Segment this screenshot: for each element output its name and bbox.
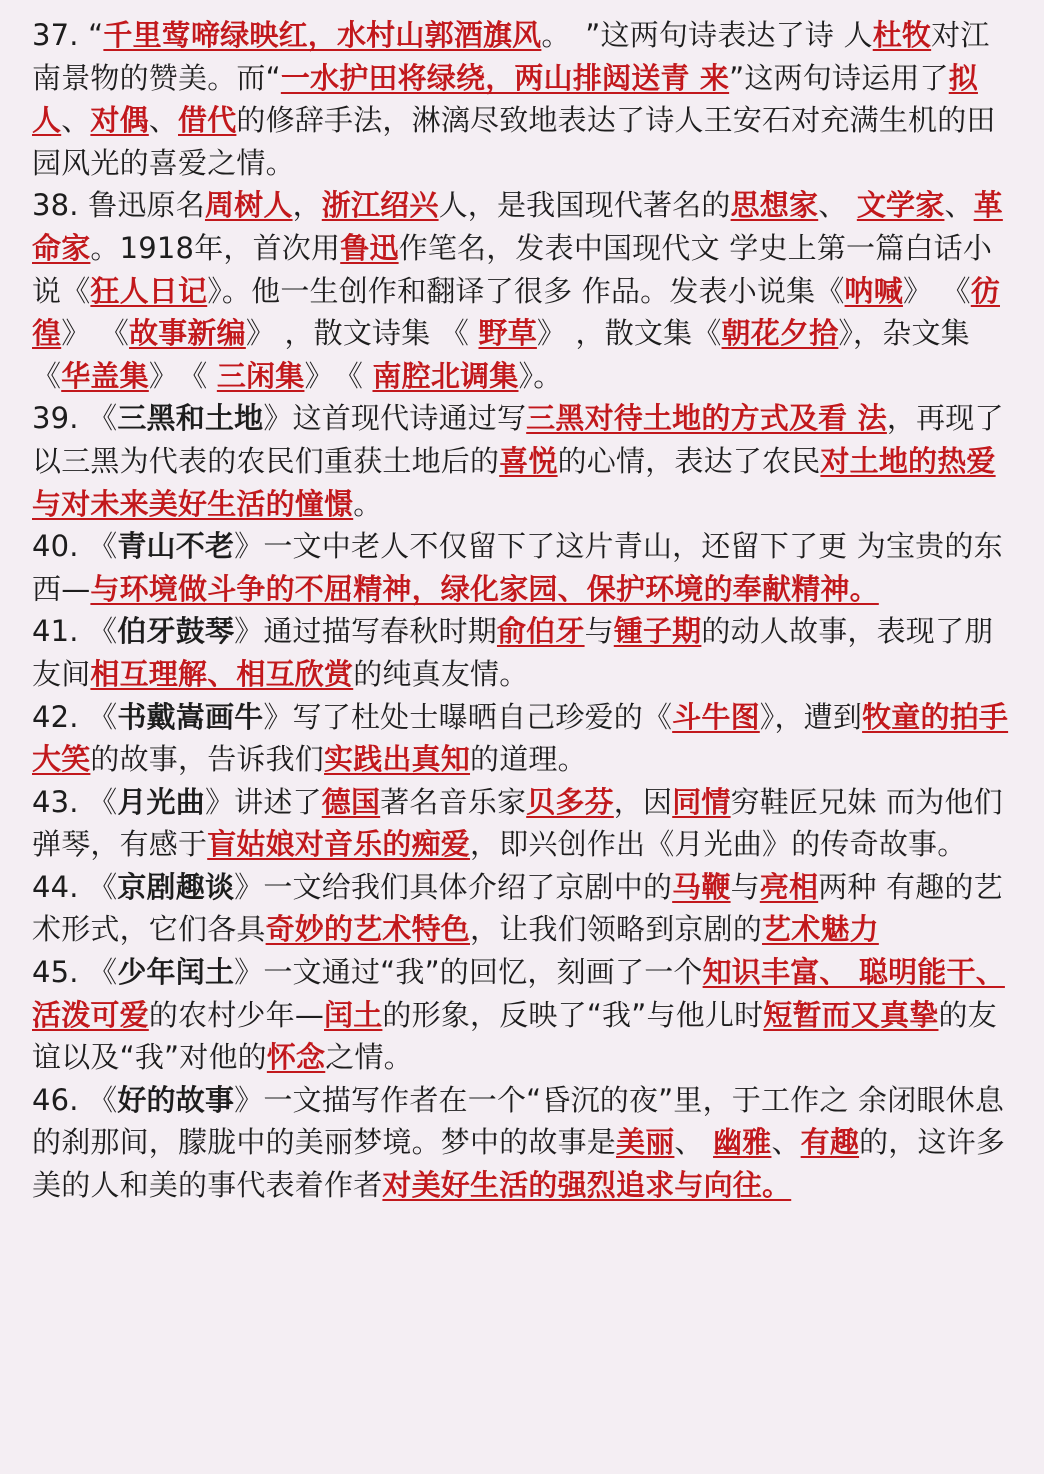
body-text: 》，遭到 <box>759 699 863 734</box>
answer-text: 彷徨 <box>32 273 1000 351</box>
note-item <box>32 781 1016 866</box>
note-item <box>32 696 1016 781</box>
answer-text: 斗牛图 <box>672 699 760 734</box>
body-text: 作笔名，发表中国现代文 学史上第一篇白话小说《 <box>32 230 993 308</box>
body-text: ”这两句诗运用了 <box>729 60 949 95</box>
body-text: 。1918年，首次用 <box>90 230 341 265</box>
note-item <box>32 1079 1016 1207</box>
answer-text: 盲姑娘对音乐的痴爱 <box>207 827 471 862</box>
answer-text: 亮相 <box>759 869 819 904</box>
body-text: 、 <box>771 1125 801 1160</box>
work-title: 少年闰土 <box>117 955 235 990</box>
answer-text: 锺子期 <box>613 614 702 649</box>
answer-text: 故事新编 <box>129 316 246 351</box>
body-text: 44. 《 <box>32 869 118 904</box>
answer-text: 朝花夕拾 <box>721 316 839 351</box>
answer-text: 浙江绍兴 <box>321 188 439 223</box>
note-item <box>32 610 1016 695</box>
body-text: 与 <box>584 614 614 649</box>
note-item <box>32 14 1016 184</box>
answer-text: 德国 <box>321 784 381 819</box>
answer-text: 俞伯牙 <box>496 614 585 649</box>
answer-text: 怀念 <box>266 1040 326 1075</box>
answer-text: 有趣 <box>800 1125 860 1160</box>
body-text: 》。他一生创作和翻译了很多 作品。发表小说集《 <box>207 273 845 308</box>
body-text: 的纯真友情。 <box>353 656 529 691</box>
work-title: 京剧趣谈 <box>117 869 235 904</box>
answer-text: 短暂而又真挚 <box>763 997 939 1032</box>
body-text: 》，杂文集《 <box>32 316 970 393</box>
body-text: 》一文通过“我”的回忆，刻画了一个 <box>234 955 703 990</box>
body-text: ，再现了以三黑为代表的农民们重获土地后的 <box>32 401 1004 478</box>
answer-text: 马鞭 <box>672 869 731 904</box>
body-text: ，即兴创作出《月光曲》的传奇故事。 <box>470 827 967 862</box>
body-text: 的友谊以及“我”对他的 <box>32 997 997 1075</box>
body-text: 的道理。 <box>470 742 587 777</box>
body-text: 的故事，告诉我们 <box>90 742 325 777</box>
answer-text: 对土地的热爱与对未来美好生活的憧憬 <box>32 443 996 521</box>
body-text: 、 <box>818 188 857 223</box>
answer-text: 闰土 <box>324 997 383 1032</box>
answer-text: 杜牧 <box>872 18 932 52</box>
body-text: 著名音乐家 <box>380 784 527 819</box>
body-text: 、 <box>61 103 91 138</box>
body-text: 的修辞手法，淋漓尽致地表达了诗人王安石对充满生机的田园风光的喜爱之情。 <box>32 103 996 180</box>
body-text: 39. 《 <box>32 401 118 436</box>
answer-text: 借代 <box>178 103 237 138</box>
body-text: 对江南景物的赞美。而“ <box>32 18 990 95</box>
body-text: 》讲述了 <box>204 784 322 819</box>
body-text: 45. 《 <box>32 955 118 990</box>
body-text: 41. 《 <box>32 614 118 649</box>
note-item <box>32 397 1016 525</box>
answer-text: 实践出真知 <box>324 742 471 777</box>
answer-text: 狂人日记 <box>90 273 208 308</box>
body-text: 40. 《 <box>32 529 118 564</box>
answer-text: 与环境做斗争的不屈精神，绿化家园、保护环境的奉献精神。 <box>90 571 879 606</box>
note-item <box>32 866 1016 951</box>
body-text: ，因 <box>613 784 673 819</box>
body-text: 的农村少年— <box>148 997 325 1032</box>
note-item <box>32 951 1016 1079</box>
answer-text: 幽雅 <box>713 1125 772 1160</box>
answer-text: 同情 <box>672 784 731 819</box>
body-text: ，让我们领略到京剧的 <box>470 912 763 947</box>
answer-text: 呐喊 <box>844 273 903 308</box>
body-text: 》通过描写春秋时期 <box>234 614 497 649</box>
body-text: 》 ，散文集《 <box>536 316 722 351</box>
body-text: 之情。 <box>325 1040 413 1075</box>
body-text: 的，这许多美的人和美的事代表着作者 <box>32 1125 1006 1203</box>
work-title: 好的故事 <box>117 1082 235 1117</box>
answer-text: 对偶 <box>90 103 149 138</box>
answer-text: 知识丰富、 聪明能干、活泼可爱 <box>32 955 1005 1032</box>
body-text: 》一文中老人不仅留下了这片青山，还留下了更 为宝贵的东西— <box>32 529 1003 606</box>
body-text: 、 <box>674 1125 714 1160</box>
body-text: 37. “ <box>32 18 104 52</box>
body-text: 与 <box>730 869 760 904</box>
body-text: 穷鞋匠兄妹 而为他们弹琴，有感于 <box>32 784 1003 862</box>
answer-text: 华盖集 <box>61 358 149 393</box>
body-text: 。 <box>353 486 383 521</box>
answer-text: 拟人 <box>32 60 978 138</box>
answer-text: 周树人 <box>204 188 293 223</box>
answer-text: 文学家 <box>856 188 945 223</box>
answer-text: 奇妙的艺术特色 <box>265 912 471 947</box>
body-text: 。 ”这两句诗表达了诗 人 <box>541 18 873 52</box>
answer-text: 三闲集 <box>216 358 305 393</box>
body-text: 、 <box>148 103 179 138</box>
body-text: ， <box>292 188 322 223</box>
answer-text: 对美好生活的强烈追求与向往。 <box>382 1168 792 1203</box>
answer-text: 一水护田将绿绕，两山排闼送青 来 <box>280 60 730 95</box>
answer-text: 南腔北调集 <box>372 358 519 393</box>
answer-text: 革命家 <box>32 188 1003 265</box>
body-text: 43. 《 <box>32 784 118 819</box>
work-title: 月光曲 <box>117 784 205 819</box>
note-item <box>32 184 1016 397</box>
answer-text: 千里莺啼绿映红，水村山郭酒旗风 <box>103 18 542 52</box>
answer-text: 美丽 <box>616 1125 675 1160</box>
answer-text: 相互理解、相互欣赏 <box>90 656 354 691</box>
answer-text: 贝多芬 <box>526 784 614 819</box>
work-title: 青山不老 <box>117 529 235 564</box>
body-text: 》。 <box>518 358 563 393</box>
answer-text: 思想家 <box>730 188 819 223</box>
body-text: 》 《 <box>304 358 373 393</box>
body-text: 的心情，表达了农民 <box>557 443 821 478</box>
body-text: 的形象，反映了“我”与他儿时 <box>382 997 764 1032</box>
work-title: 三黑和土地 <box>117 401 264 436</box>
body-text: 、 <box>944 188 974 223</box>
body-text: 46. 《 <box>32 1082 118 1117</box>
body-text: 》这首现代诗通过写 <box>263 401 527 436</box>
body-text: 》一文描写作者在一个“昏沉的夜”里，于工作之 余闭眼休息的刹那间，朦胧中的美丽梦境。梦中的故事是 <box>32 1082 1005 1160</box>
body-text: 42. 《 <box>32 699 118 734</box>
note-item <box>32 525 1016 610</box>
body-text: 》写了杜处士曝晒自己珍爱的《 <box>263 699 673 734</box>
body-text: 两种 有趣的艺术形式，它们各具 <box>32 869 1003 947</box>
body-text: 》 《 <box>61 316 130 351</box>
body-text: 》 ，散文诗集 《 <box>245 316 479 351</box>
body-text: 》一文给我们具体介绍了京剧中的 <box>234 869 673 904</box>
body-text: 》 《 <box>902 273 971 308</box>
answer-text: 牧童的拍手大笑 <box>32 699 1009 777</box>
work-title: 书戴嵩画牛 <box>117 699 264 734</box>
answer-text: 鲁迅 <box>340 230 399 265</box>
answer-text: 艺术魅力 <box>762 912 879 947</box>
answer-text: 喜悦 <box>499 443 558 478</box>
work-title: 伯牙鼓琴 <box>117 614 235 649</box>
body-text: 38. 鲁迅原名 <box>32 188 205 223</box>
answer-text: 野草 <box>478 316 537 351</box>
body-text: 》 《 <box>148 358 217 393</box>
body-text: 的动人故事，表现了朋友间 <box>32 614 994 691</box>
body-text: 人，是我国现代著名的 <box>438 188 731 223</box>
answer-text: 三黑对待土地的方式及看 法 <box>526 401 887 436</box>
